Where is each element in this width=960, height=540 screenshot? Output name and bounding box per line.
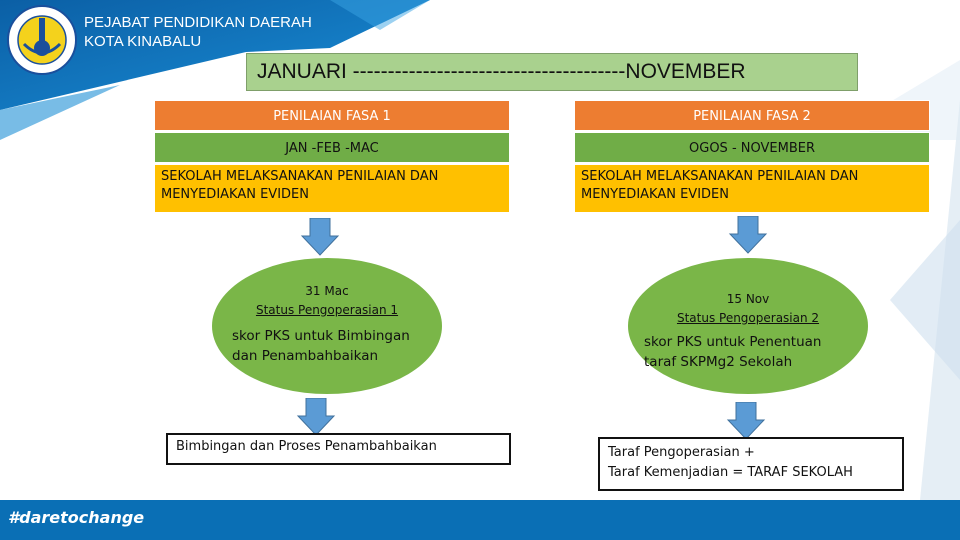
fasa1-skor-line2: dan Penambahbaikan: [232, 348, 379, 364]
fasa2-title: PENILAIAN FASA 2: [574, 100, 930, 131]
fasa2-status-circle: [628, 258, 868, 394]
fasa2-activity: [574, 164, 930, 213]
footer-bar: [0, 500, 960, 540]
fasa1-activity-line2: MENYEDIAKAN EVIDEN: [161, 187, 309, 202]
fasa1-status: [212, 303, 442, 317]
fasa1-date: 31 Mac: [305, 284, 349, 298]
fasa2-result: [598, 437, 904, 491]
fasa2-result-line1: Taraf Pengoperasian +: [608, 445, 755, 460]
fasa2-status: [628, 311, 868, 325]
arrow-down-icon: [728, 216, 768, 254]
fasa2-skor-line1: skor PKS untuk Penentuan: [644, 334, 822, 350]
fasa2-activity-line1: SEKOLAH MELAKSANAKAN PENILAIAN DAN: [581, 169, 859, 184]
fasa1-status-circle: [212, 258, 442, 394]
fasa2-skor: [644, 332, 821, 372]
ppd-logo-icon: [6, 4, 78, 76]
fasa1-activity: [154, 164, 510, 213]
timeline-bar: JANUARI ---------------------------------------NOVEMBER: [246, 53, 858, 91]
fasa1-status-text: Status Pengoperasian 1: [255, 303, 399, 317]
header-title-line2: KOTA KINABALU: [84, 33, 202, 50]
fasa1-skor: [232, 326, 410, 366]
arrow-down-icon: [296, 398, 336, 436]
arrow-down-icon: [300, 218, 340, 256]
fasa2-result-line2: Taraf Kemenjadian = TARAF SEKOLAH: [608, 465, 853, 480]
fasa2-period: OGOS - NOVEMBER: [574, 132, 930, 163]
header-title-line1: PEJABAT PENDIDIKAN DAERAH: [84, 14, 312, 31]
fasa1-activity-line1: SEKOLAH MELAKSANAKAN PENILAIAN DAN: [161, 169, 439, 184]
fasa1-result: Bimbingan dan Proses Penambahbaikan: [166, 433, 511, 465]
footer-hashtag: #daretochange: [8, 508, 145, 527]
fasa2-status-text: Status Pengoperasian 2: [676, 311, 820, 325]
fasa2-activity-line2: MENYEDIAKAN EVIDEN: [581, 187, 729, 202]
fasa1-skor-line1: skor PKS untuk Bimbingan: [232, 328, 410, 344]
fasa1-title: PENILAIAN FASA 1: [154, 100, 510, 131]
arrow-down-icon: [726, 402, 766, 440]
fasa2-skor-line2: taraf SKPMg2 Sekolah: [644, 354, 793, 370]
fasa1-period: JAN -FEB -MAC: [154, 132, 510, 163]
fasa2-date: 15 Nov: [726, 292, 770, 306]
